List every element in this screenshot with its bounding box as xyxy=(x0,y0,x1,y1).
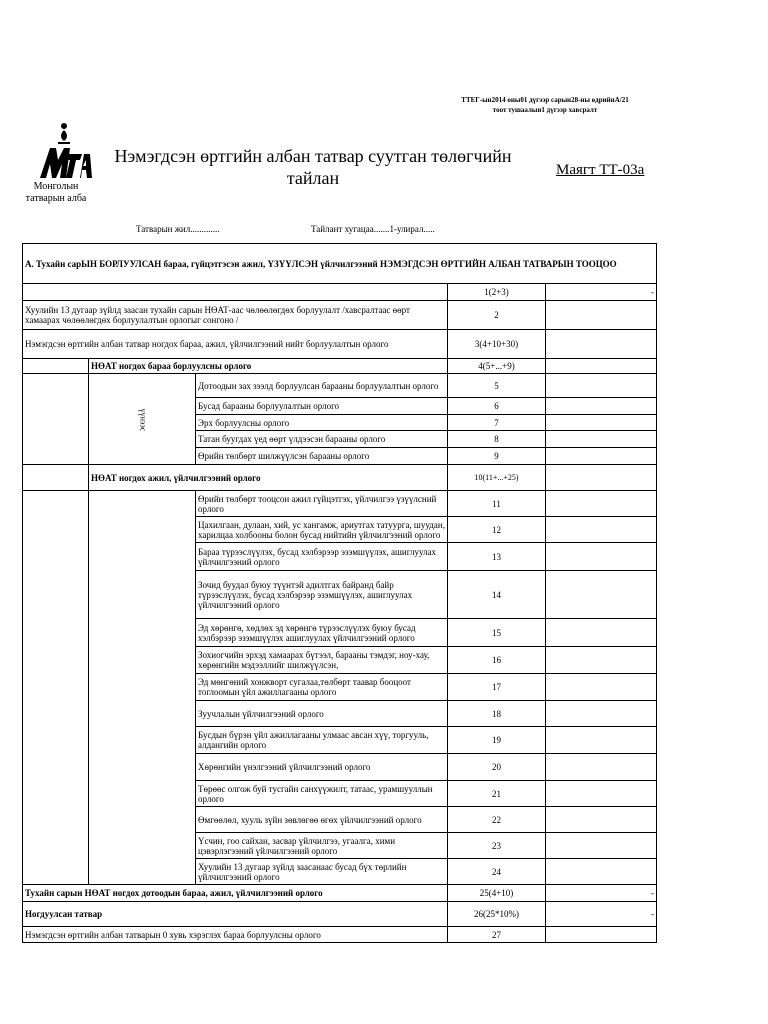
row-number: 24 xyxy=(448,859,546,885)
row-number: 25(4+10) xyxy=(448,885,546,902)
row-label: Өмгөөлөл, хууль зүйн зөвлөгөө өгөх үйлчилгээний орлого xyxy=(196,807,448,833)
row-label: Эд мөнгөний хонжворт сугалаа,төлбөрт таавар бооцоот тоглоомын үйл ажиллагааны орлого xyxy=(196,674,448,701)
row-number: 22 xyxy=(448,807,546,833)
row-number: 6 xyxy=(448,398,546,415)
row-label: Нэмэгдсэн өртгийн албан татварын 0 хувь хэрэглэх бараа борлуулсны орлого xyxy=(23,927,448,943)
row-value[interactable] xyxy=(546,415,657,431)
table-row xyxy=(23,284,657,301)
row-number: 16 xyxy=(448,647,546,674)
row-value[interactable] xyxy=(546,330,657,359)
row-label: Өрийн төлбөрт шилжүүлсэн барааны орлого xyxy=(196,448,448,465)
row-value[interactable] xyxy=(546,859,657,885)
row-value[interactable] xyxy=(546,491,657,517)
tax-year-field: Татварын жил............. xyxy=(136,224,220,234)
table-row xyxy=(23,359,657,374)
row-number: 18 xyxy=(448,701,546,727)
form-code: Маягт ТТ-03а xyxy=(556,162,645,178)
row-number: 7 xyxy=(448,415,546,431)
row-value[interactable] xyxy=(546,647,657,674)
regulation-note-line2: тоот тушаалын1 дүгээр хавсралт xyxy=(492,106,598,114)
row-value[interactable] xyxy=(546,674,657,701)
services-heading: НӨАТ ногдох ажил, үйлчилгээний орлого xyxy=(89,465,448,491)
row-label: Тухайн сарын НӨАТ ногдох дотоодын бараа, ажил, үйлчилгээний орлого xyxy=(23,885,448,902)
table-row xyxy=(23,885,657,902)
table-row xyxy=(23,927,657,943)
row-label: Хуулийн 13 дугаар зүйлд заасанаас бусад бүх төрлийн үйлчилгээний орлого xyxy=(196,859,448,885)
row-number: 1(2+3) xyxy=(448,284,546,301)
row-label: Хуулийн 13 дугаар зүйлд заасан тухайн сарын НӨАТ-аас чөлөөлөгдөх борлуулалт /хавсралтаас өөрт хамаарах чөлөөлөгдөх борлуулалтын орлогыг сонгоно / xyxy=(23,301,448,330)
table-row xyxy=(23,465,657,491)
row-number: 15 xyxy=(448,619,546,647)
row-number: 14 xyxy=(448,571,546,619)
row-number: 4(5+...+9) xyxy=(448,359,546,374)
row-number: 21 xyxy=(448,781,546,807)
table-row xyxy=(23,330,657,359)
tax-authority-logo-icon xyxy=(36,120,92,182)
table-row xyxy=(23,301,657,330)
row-value[interactable]: - xyxy=(546,885,657,902)
row-value[interactable] xyxy=(546,359,657,374)
row-number: 8 xyxy=(448,431,546,448)
row-number: 10(11+...+25) xyxy=(448,465,546,491)
table-row xyxy=(23,244,657,284)
row-label: Эрх борлуулсны орлого xyxy=(196,415,448,431)
row-number: 13 xyxy=(448,543,546,571)
row-label: Ногдуулсан татвар xyxy=(23,902,448,927)
row-label: Нэмэгдсэн өртгийн албан татвар ногдох бараа, ажил, үйлчилгээний нийт борлуулалтын орлого xyxy=(23,330,448,359)
goods-heading: НӨАТ ногдох бараа борлуулсны орлого xyxy=(89,359,448,374)
row-value[interactable] xyxy=(546,807,657,833)
section-a-heading: А. Тухайн сарЫН БОРЛУУЛСАН бараа, гүйцэтгэсэн ажил, ҮЗҮҮЛСЭН үйлчилгээний НЭМЭГДСЭН ӨРТГИЙН АЛБАН ТАТВАРЫН ТООЦОО xyxy=(23,244,657,284)
row-value[interactable] xyxy=(546,398,657,415)
row-value[interactable] xyxy=(546,619,657,647)
row-label: Бусдын бүрэн үйл ажиллагааны улмаас авсан хүү, торгууль, алдангийн орлого xyxy=(196,727,448,754)
row-number: 9 xyxy=(448,448,546,465)
row-label: Зочид буудал буюу түүнтэй адилтгах байранд байр түрээслүүлэх, бусад хэлбэрээр эзэмшүүлэх, ашиглуулах үйлчилгээний орлого xyxy=(196,571,448,619)
regulation-note xyxy=(430,95,660,115)
row-value[interactable] xyxy=(546,833,657,859)
row-label: Өрийн төлбөрт тооцсон ажил гүйцэтгэх, үйлчилгээ үзүүлсний орлого xyxy=(196,491,448,517)
row-label: Бараа түрээслүүлэх, бусад хэлбэрээр эзэмшүүлэх, ашиглуулах үйлчилгээний орлого xyxy=(196,543,448,571)
report-title: Нэмэгдсэн өртгийн албан татвар суутган төлөгчийн тайлан xyxy=(114,146,512,188)
row-label: Төрөөс олгож буй тусгайн санхүүжилт, татаас, урамшууллын орлого xyxy=(196,781,448,807)
row-value[interactable] xyxy=(546,517,657,543)
row-number: 17 xyxy=(448,674,546,701)
org-name: Монголын татварын алба xyxy=(25,181,87,204)
row-value[interactable] xyxy=(546,431,657,448)
row-label: Хөрөнгийн үнэлгээний үйлчилгээний орлого xyxy=(196,754,448,781)
row-label: Зуучлалын үйлчилгээний орлого xyxy=(196,701,448,727)
row-value[interactable] xyxy=(546,374,657,398)
row-value[interactable] xyxy=(546,927,657,943)
row-label: Зохиогчийн эрхэд хамаарах бүтээл, барааны тэмдэг, ноу-хау, хөрөнгийн мэдээллийг шилжүүлсэн, xyxy=(196,647,448,674)
row-value[interactable] xyxy=(546,301,657,330)
row-number: 26(25*10%) xyxy=(448,902,546,927)
row-number: 5 xyxy=(448,374,546,398)
row-value[interactable] xyxy=(546,701,657,727)
row-value[interactable] xyxy=(546,543,657,571)
of-which-label: үүнээс xyxy=(137,408,147,431)
row-value[interactable] xyxy=(546,727,657,754)
row-value[interactable] xyxy=(546,571,657,619)
row-number: 19 xyxy=(448,727,546,754)
table-row xyxy=(23,902,657,927)
vat-calculation-table xyxy=(22,243,657,943)
table-row xyxy=(23,491,657,517)
row-label: Цахилгаан, дулаан, хий, ус хангамж, ариутгах татуурга, шуудан, харилцаа холбооны болон бусад нийтийн үйлчилгээний орлого xyxy=(196,517,448,543)
row-value[interactable] xyxy=(546,448,657,465)
row-number: 12 xyxy=(448,517,546,543)
row-number: 20 xyxy=(448,754,546,781)
row-number: 2 xyxy=(448,301,546,330)
row-value[interactable]: - xyxy=(546,902,657,927)
row-number: 27 xyxy=(448,927,546,943)
row-number: 23 xyxy=(448,833,546,859)
row-label: Үсчин, гоо сайхан, засвар үйлчилгээ, угаалга, хими цэвэрлэгээний үйлчилгээний орлого xyxy=(196,833,448,859)
table-row xyxy=(23,374,657,398)
row-label: Бусад барааны борлуулалтын орлого xyxy=(196,398,448,415)
reporting-period-field: Тайлант хугацаа.......1-улирал..... xyxy=(311,224,435,234)
row-label: Дотоодын зах зээлд борлуулсан барааны борлуулалтын орлого xyxy=(196,374,448,398)
row-label: Татан буугдах үед өөрт үлдээсэн барааны орлого xyxy=(196,431,448,448)
row-value[interactable] xyxy=(546,781,657,807)
row-value[interactable]: - xyxy=(546,284,657,301)
row-value[interactable] xyxy=(546,754,657,781)
regulation-note-line1: ТТЕГ-ын2014 оны01 дүгээр сарын28-ны өдрийнА/21 xyxy=(461,96,629,104)
row-number: 3(4+10+30) xyxy=(448,330,546,359)
row-value[interactable] xyxy=(546,465,657,491)
row-number: 11 xyxy=(448,491,546,517)
row-label: Эд хөрөнгө, хөдлөх эд хөрөнгө түрээслүүлэх буюу бусад хэлбэрээр эзэмшүүлэх ашиглуулах үйлчилгээний орлого xyxy=(196,619,448,647)
